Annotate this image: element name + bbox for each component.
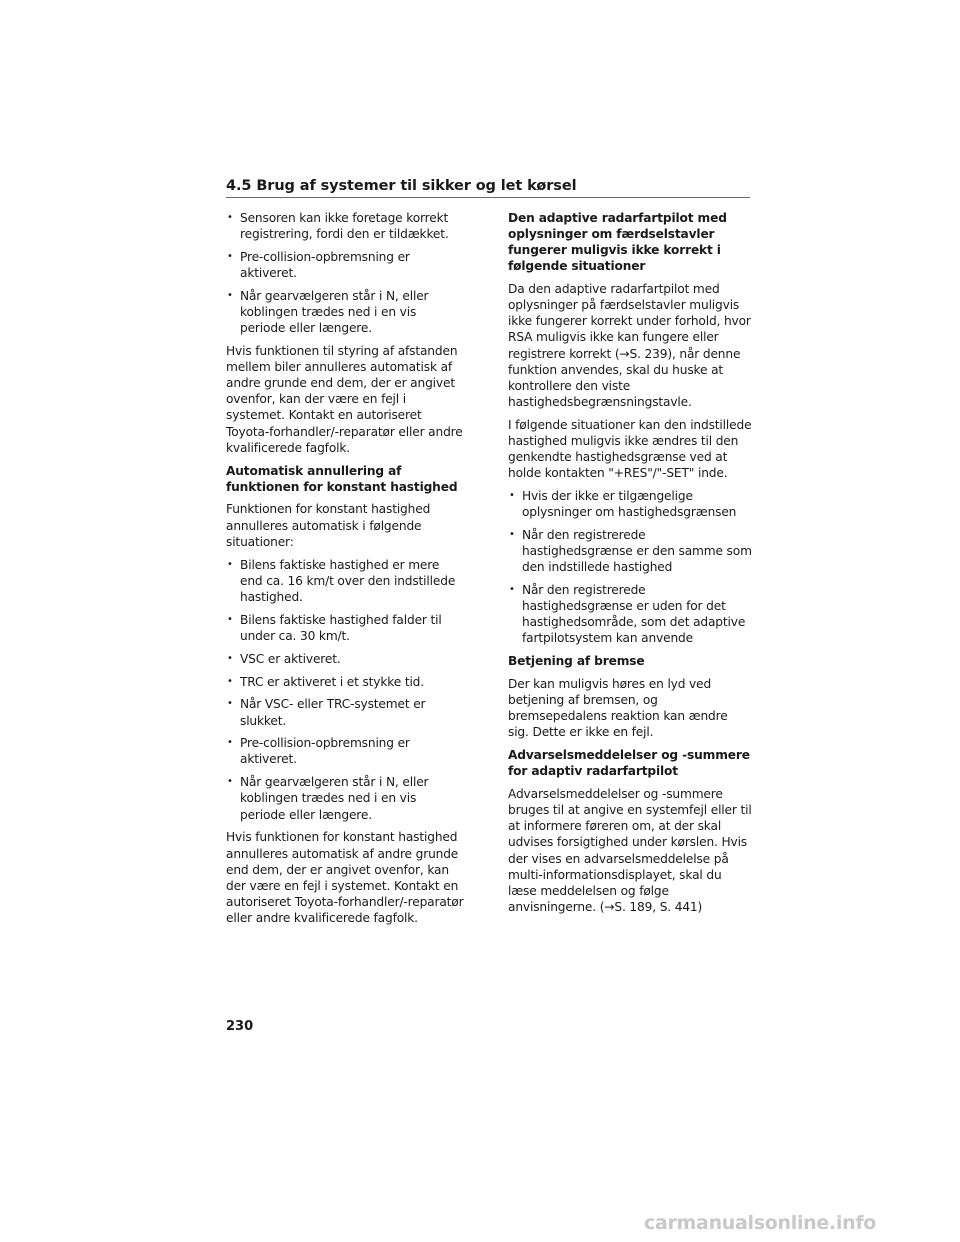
left-column (226, 210, 464, 933)
bullet-item: • Bilens faktiske hastighed er mere end ca. 16 km/t over den indstillede hastighed. (226, 557, 464, 605)
bullet-item: • Pre-collision-opbremsning er aktiveret. (226, 735, 464, 767)
bullet-item: • Når den registrerede hastighedsgrænse er uden for det hastighedsområde, som det adaptive fartpilotsystem kan anvende (508, 582, 752, 646)
paragraph: Da den adaptive radarfartpilot med oplysninger på færdselstavler muligvis ikke fungerer korrekt under forhold, hvor RSA muligvis ikke kan fungere eller registrere korrekt (→S. 239), når denne funktion anvendes, skal du huske at kontrollere den viste hastighedsbegrænsningstavle. (508, 282, 751, 409)
subheading: Advarselsmeddelelser og -summere for adaptiv radarfartpilot (508, 748, 750, 779)
bullet-item: • Når gearvælgeren står i N, eller koblingen trædes ned i en vis periode eller længere. (226, 288, 464, 336)
bullet-item: • Pre-collision-opbremsning er aktiveret. (226, 249, 464, 281)
subheading: Den adaptive radarfartpilot med oplysninger om færdselstavler fungerer muligvis ikke korrekt i følgende situationer (508, 211, 727, 274)
paragraph: Der kan muligvis høres en lyd ved betjening af bremsen, og bremsepedalens reaktion kan ændre sig. Dette er ikke en fejl. (508, 677, 728, 740)
paragraph: Funktionen for konstant hastighed annulleres automatisk i følgende situationer: (226, 502, 431, 549)
right-column (508, 210, 752, 922)
paragraph: Hvis funktionen til styring af afstanden mellem biler annulleres automatisk af andre grunde end dem, der er angivet ovenfor, kan der være en fejl i systemet. Kontakt en autoriseret Toyota-forhandler/-reparatør eller andre kvalificerede fagfolk. (226, 344, 463, 455)
bullet-item: • Når VSC- eller TRC-systemet er slukket. (226, 696, 464, 728)
watermark: carmanualsonline.info (644, 1212, 877, 1234)
paragraph: Hvis funktionen for konstant hastighed annulleres automatisk af andre grunde end dem, der er angivet ovenfor, kan der være en fejl i systemet. Kontakt en autoriseret Toyota-forhandler/-reparatør eller andre kvalificerede fagfolk. (226, 830, 464, 925)
bullet-item: • Bilens faktiske hastighed falder til under ca. 30 km/t. (226, 612, 464, 644)
section-title: 4.5 Brug af systemer til sikker og let kørsel (226, 178, 577, 194)
subheading: Automatisk annullering af funktionen for konstant hastighed (226, 463, 458, 494)
subheading: Betjening af bremse (508, 654, 645, 669)
section-header (226, 178, 750, 198)
bullet-item: • Når den registrerede hastighedsgrænse er den samme som den indstillede hastighed (508, 527, 752, 575)
bullet-item: • Sensoren kan ikke foretage korrekt registrering, fordi den er tildækket. (226, 210, 464, 242)
bullet-item: • Når gearvælgeren står i N, eller koblingen trædes ned i en vis periode eller længere. (226, 774, 464, 822)
bullet-item: • Hvis der ikke er tilgængelige oplysninger om hastighedsgrænsen (508, 488, 752, 520)
bullet-item: • TRC er aktiveret i et stykke tid. (226, 674, 464, 690)
bullet-item: • VSC er aktiveret. (226, 651, 464, 667)
paragraph: I følgende situationer kan den indstillede hastighed muligvis ikke ændres til den genkendte hastighedsgrænse ved at holde kontakten "+RES"/"-SET" inde. (508, 417, 752, 480)
paragraph: Advarselsmeddelelser og -summere bruges til at angive en systemfejl eller til at informere føreren om, at der skal udvises forsigtighed under kørslen. Hvis der vises en advarselsmeddelelse på multi-informationsdisplayet, skal du læse meddelelsen og følge anvisningerne. (→S. 189, S. 441) (508, 787, 752, 914)
page-number: 230 (226, 1019, 254, 1034)
